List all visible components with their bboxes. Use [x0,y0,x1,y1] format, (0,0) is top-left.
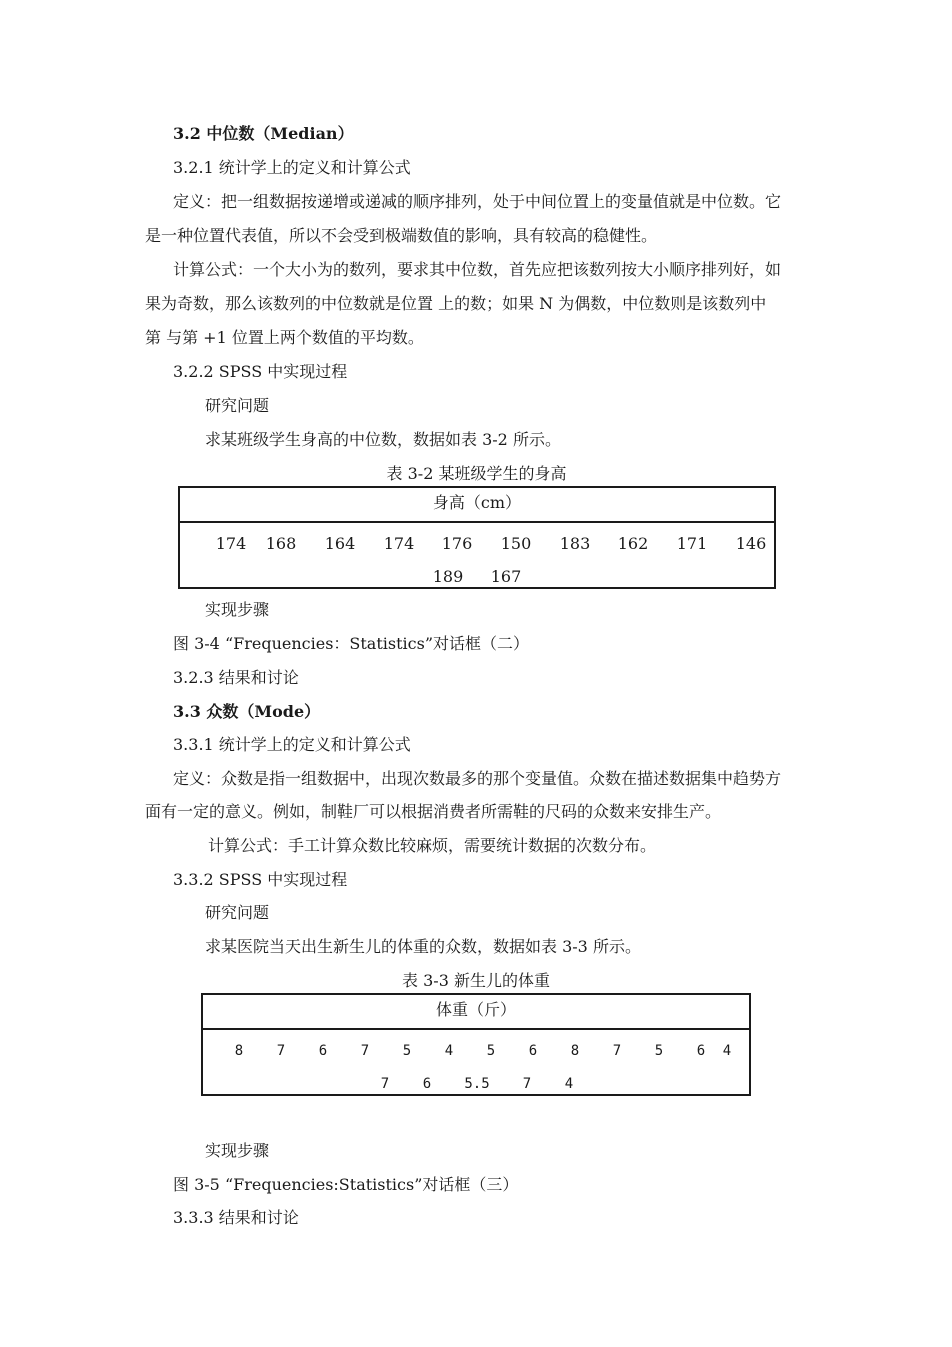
formula-line-2: 果为奇数，那么该数列的中位数就是位置 上的数；如果 N 为偶数，中位数则是该数列中 [145,294,767,313]
table-cell: 5 [654,1043,664,1059]
table-caption-3-3: 表 3-3 新生儿的体重 [402,971,550,990]
table-cell: 6 [528,1043,538,1059]
definition-line-1: 定义：众数是指一组数据中，出现次数最多的那个变量值。众数在描述数据集中趋势方 [173,769,782,788]
research-question-label: 研究问题 [205,396,270,415]
weight-table [201,993,751,1096]
figure-caption-3-5: 图 3-5 “Frequencies:Statistics”对话框（三） [173,1175,519,1194]
subsection-3-2-1: 3.2.1 统计学上的定义和计算公式 [173,158,411,177]
table-cell: 171 [676,534,708,553]
steps-label: 实现步骤 [205,600,270,619]
research-task: 求某医院当天出生新生儿的体重的众数，数据如表 3-3 所示。 [205,937,641,956]
height-table [178,486,776,589]
subsection-3-2-3: 3.2.3 结果和讨论 [173,668,299,687]
steps-label: 实现步骤 [205,1141,270,1160]
table-cell: 167 [490,567,522,586]
subsection-3-3-2: 3.3.2 SPSS 中实现过程 [173,870,348,889]
table-cell: 183 [559,534,591,553]
table-cell: 8 [234,1043,244,1059]
table-cell: 7 [360,1043,370,1059]
table-cell: 174 [215,534,247,553]
formula-line-3: 第 与第 +1 位置上两个数值的平均数。 [145,328,424,347]
table-cell: 7 [276,1043,286,1059]
definition-line-1: 定义：把一组数据按递增或递减的顺序排列，处于中间位置上的变量值就是中位数。它 [173,192,782,211]
table-cell: 6 [422,1076,432,1092]
table-cell: 168 [265,534,297,553]
table-cell: 5 [486,1043,496,1059]
formula-line: 计算公式：手工计算众数比较麻烦，需要统计数据的次数分布。 [208,836,657,855]
table-cell: 4 [564,1076,574,1092]
subsection-3-2-2: 3.2.2 SPSS 中实现过程 [173,362,348,381]
research-question-label: 研究问题 [205,903,270,922]
section-heading-3-3: 3.3 众数（Mode） [173,702,321,721]
table-cell: 5 [402,1043,412,1059]
table-cell: 189 [432,567,464,586]
table-cell: 5.5 [464,1076,490,1092]
table-cell: 174 [383,534,415,553]
table-cell: 164 [324,534,356,553]
table-cell: 8 [570,1043,580,1059]
table-cell: 7 [522,1076,532,1092]
table-cell: 4 [444,1043,454,1059]
section-heading-3-2: 3.2 中位数（Median） [173,124,354,143]
research-task: 求某班级学生身高的中位数，数据如表 3-2 所示。 [205,430,561,449]
formula-line-1: 计算公式：一个大小为的数列，要求其中位数，首先应把该数列按大小顺序排列好，如 [173,260,782,279]
subsection-3-3-3: 3.3.3 结果和讨论 [173,1208,299,1227]
figure-caption-3-4: 图 3-4 “Frequencies：Statistics”对话框（二） [173,634,530,653]
table-cell: 176 [441,534,473,553]
definition-line-2: 是一种位置代表值，所以不会受到极端数值的影响，具有较高的稳健性。 [145,226,658,245]
table-cell: 4 [722,1043,732,1059]
table-cell: 7 [612,1043,622,1059]
table-cell: 146 [735,534,767,553]
table-caption-3-2: 表 3-2 某班级学生的身高 [386,464,567,483]
table-cell: 162 [617,534,649,553]
definition-line-2: 面有一定的意义。例如，制鞋厂可以根据消费者所需鞋的尺码的众数来安排生产。 [145,802,722,821]
table-header: 身高（cm） [180,488,774,523]
table-cell: 150 [500,534,532,553]
table-cell: 7 [380,1076,390,1092]
table-cell: 6 [696,1043,706,1059]
table-header: 体重（斤） [203,995,749,1030]
subsection-3-3-1: 3.3.1 统计学上的定义和计算公式 [173,735,411,754]
table-cell: 6 [318,1043,328,1059]
